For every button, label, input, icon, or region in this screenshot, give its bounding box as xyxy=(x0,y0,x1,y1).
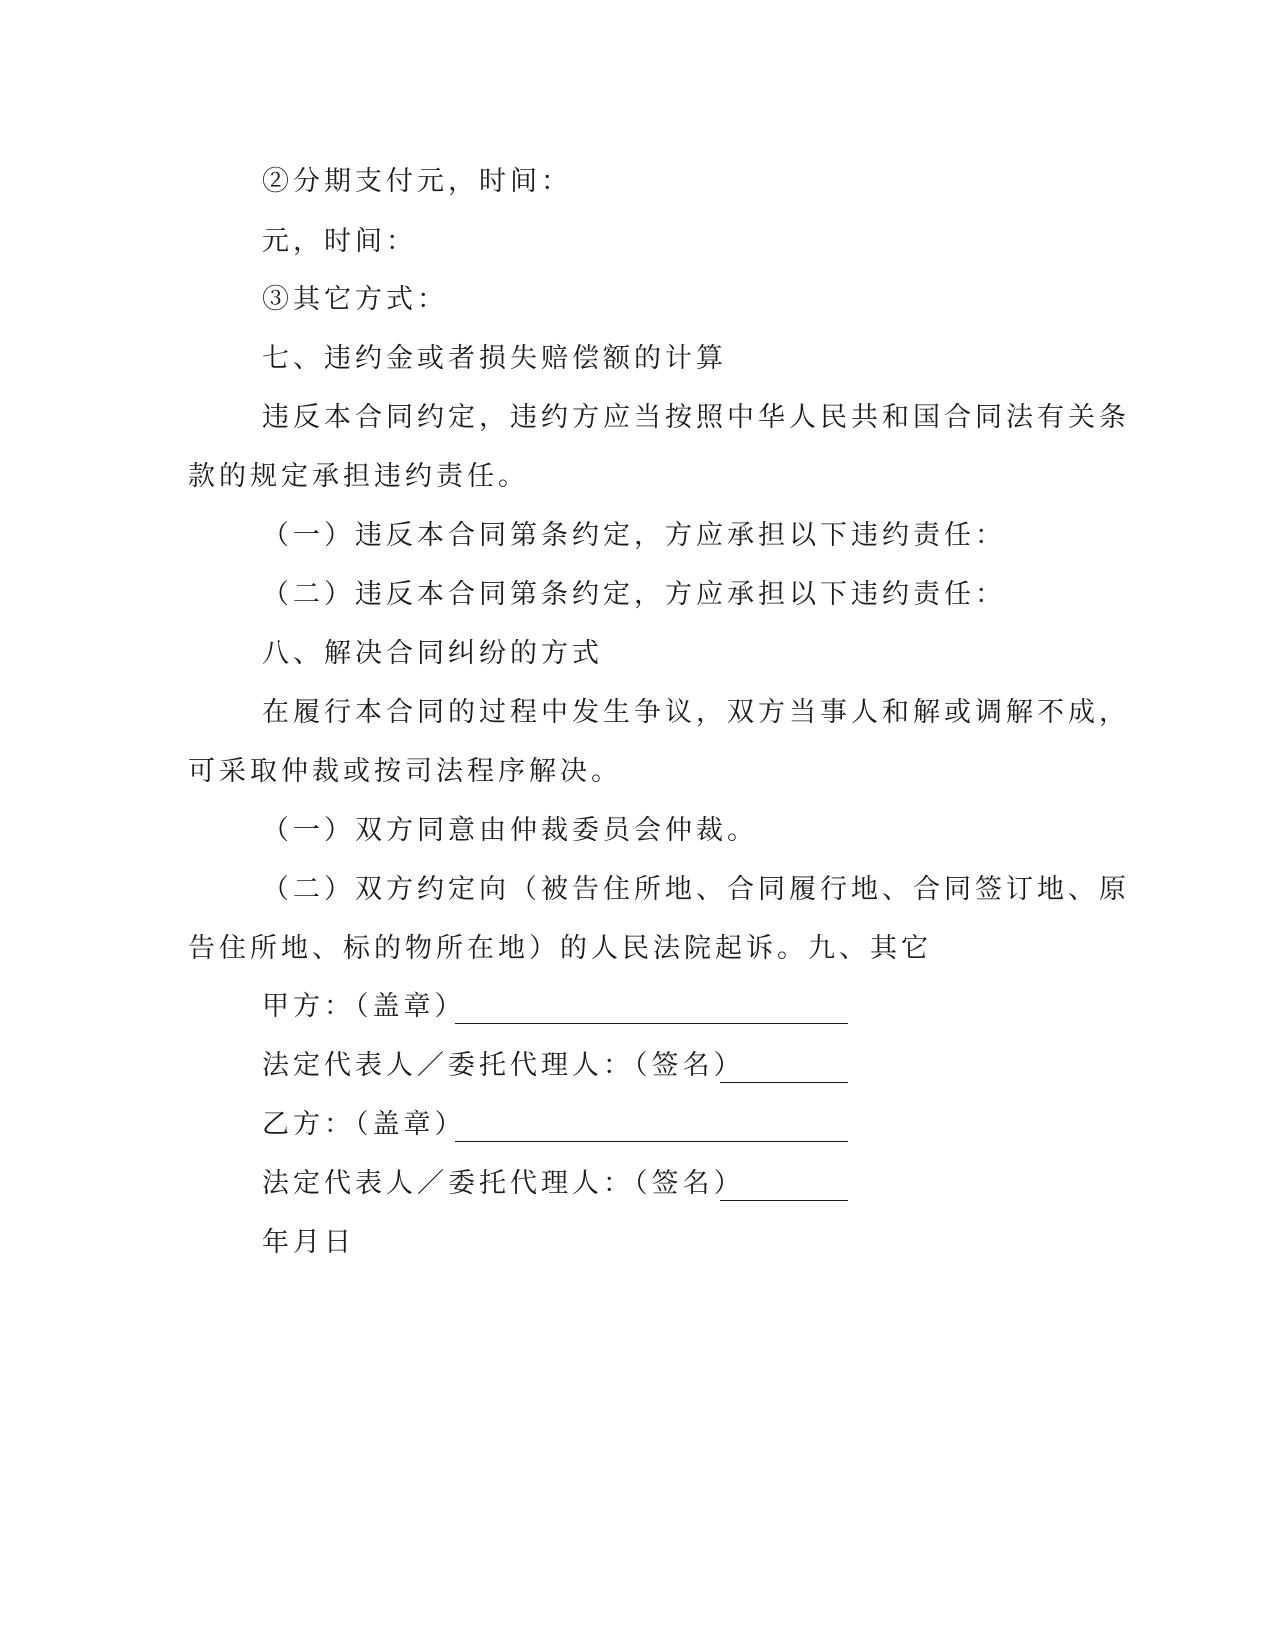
amount-time-line: 元，时间： xyxy=(262,226,417,257)
dispute-paragraph-line-2: 可采取仲裁或按司法程序解决。 xyxy=(188,756,622,787)
court-clause-line-2: 告住所地、标的物所在地）的人民法院起诉。九、其它 xyxy=(188,933,932,964)
court-clause-line-1: （二）双方约定向（被告住所地、合同履行地、合同签订地、原 xyxy=(262,874,1130,905)
breach-clause-2: （二）违反本合同第条约定，方应承担以下违约责任： xyxy=(262,579,1006,610)
party-b-seal-label: 乙方：（盖章） xyxy=(262,1109,466,1140)
section-8-heading: 八、解决合同纠纷的方式 xyxy=(262,638,603,669)
party-b-rep-label: 法定代表人／委托代理人：（签名） xyxy=(262,1168,745,1199)
party-a-seal-label: 甲方：（盖章） xyxy=(262,991,466,1022)
section-7-heading: 七、违约金或者损失赔偿额的计算 xyxy=(262,343,727,374)
party-b-seal-line xyxy=(455,1141,848,1142)
breach-paragraph-line-2: 款的规定承担违约责任。 xyxy=(188,461,529,492)
party-a-rep-label: 法定代表人／委托代理人：（签名） xyxy=(262,1050,745,1081)
other-method-line: ③其它方式： xyxy=(262,284,448,315)
breach-clause-1: （一）违反本合同第条约定，方应承担以下违约责任： xyxy=(262,520,1006,551)
dispute-paragraph-line-1: 在履行本合同的过程中发生争议，双方当事人和解或调解不成， xyxy=(262,697,1130,728)
installment-payment-line: ②分期支付元，时间： xyxy=(262,166,572,197)
date-line: 年月日 xyxy=(262,1227,355,1258)
party-b-rep-signature-line xyxy=(720,1200,848,1201)
arbitration-clause: （一）双方同意由仲裁委员会仲裁。 xyxy=(262,815,758,846)
breach-paragraph-line-1: 违反本合同约定，违约方应当按照中华人民共和国合同法有关条 xyxy=(262,402,1130,433)
party-a-rep-signature-line xyxy=(720,1082,848,1083)
party-a-seal-line xyxy=(455,1023,848,1024)
